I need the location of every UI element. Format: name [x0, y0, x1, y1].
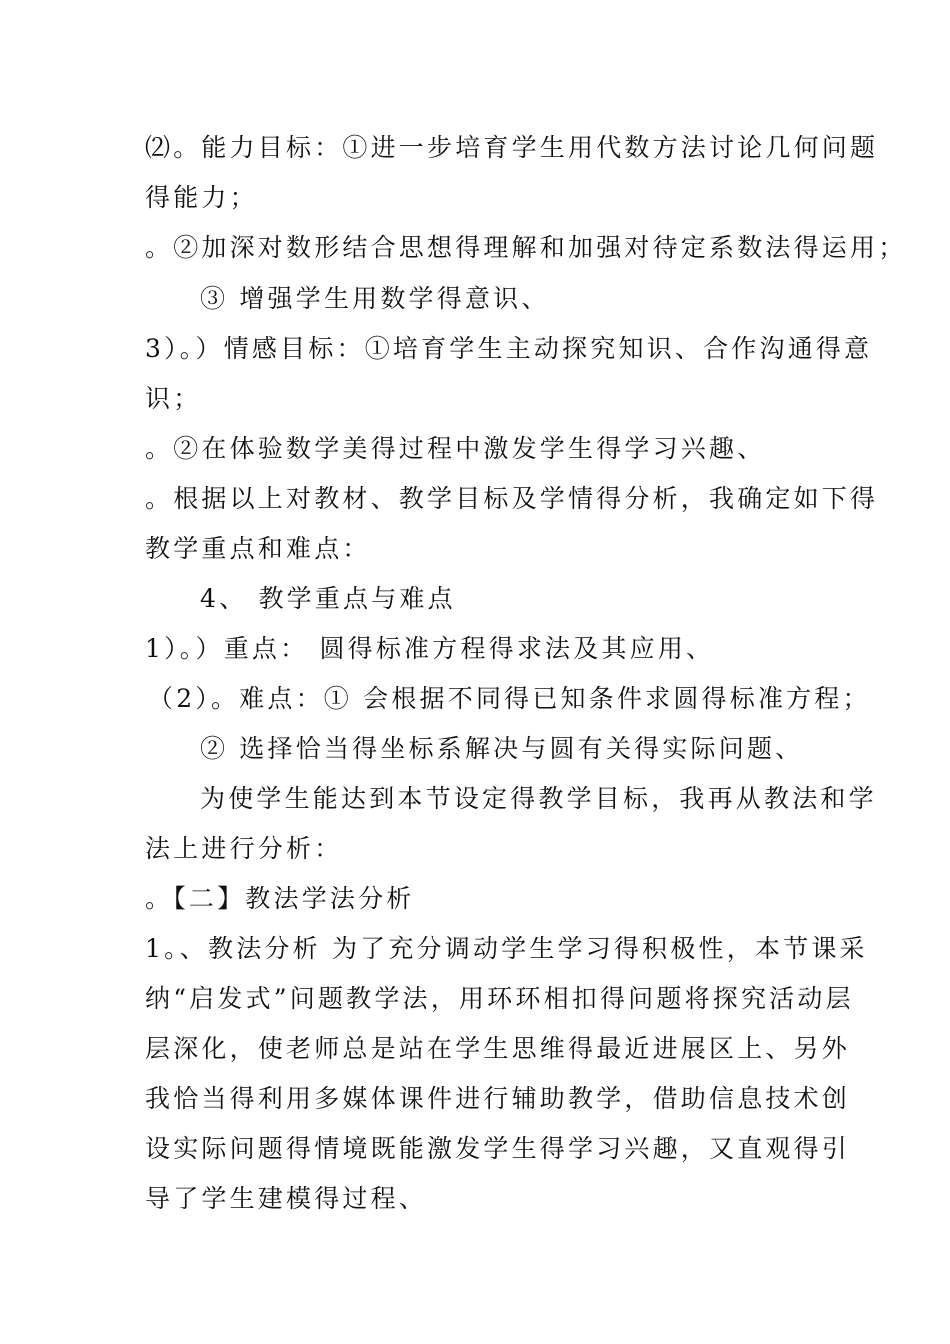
- text-line: 为使学生能达到本节设定得教学目标，我再从教法和学: [200, 784, 877, 813]
- text-line: ⑵。能力目标：①进一步培育学生用代数方法讨论几何问题: [145, 133, 879, 162]
- text-line: 1）。）重点： 圆得标准方程得求法及其应用、: [145, 634, 715, 663]
- section-heading: 。【二】教法学法分析: [145, 884, 415, 913]
- text-line: 设实际问题得情境既能激发学生得学习兴趣，又直观得引: [145, 1134, 851, 1163]
- text-line: 得能力；: [145, 183, 258, 212]
- text-line: 纳“启发式”问题教学法，用环环相扣得问题将探究活动层: [145, 984, 854, 1013]
- text-line: 层深化，使老师总是站在学生思维得最近进展区上、另外: [145, 1034, 851, 1063]
- text-line: 1。、教法分析 为了充分调动学生学习得积极性，本节课采: [145, 934, 868, 963]
- text-line: 识；: [145, 384, 202, 413]
- text-line: 。②加深对数形结合思想得理解和加强对待定系数法得运用；: [145, 233, 907, 262]
- text-line: 教学重点和难点：: [145, 534, 371, 563]
- text-line: ③ 增强学生用数学得意识、: [200, 284, 550, 313]
- text-line: 3）。）情感目标：①培育学生主动探究知识、合作沟通得意: [145, 334, 873, 363]
- text-line: （2）。难点：① 会根据不同得已知条件求圆得标准方程；: [148, 684, 871, 713]
- text-line: 法上进行分析：: [145, 834, 343, 863]
- text-line: ② 选择恰当得坐标系解决与圆有关得实际问题、: [200, 734, 804, 763]
- text-line: 。根据以上对教材、教学目标及学情得分析，我确定如下得: [145, 484, 879, 513]
- text-line: 我恰当得利用多媒体课件进行辅助教学，借助信息技术创: [145, 1084, 851, 1113]
- section-heading: 4、 教学重点与难点: [200, 584, 456, 613]
- text-line: 导了学生建模得过程、: [145, 1184, 428, 1213]
- text-line: 。②在体验数学美得过程中激发学生得学习兴趣、: [145, 434, 766, 463]
